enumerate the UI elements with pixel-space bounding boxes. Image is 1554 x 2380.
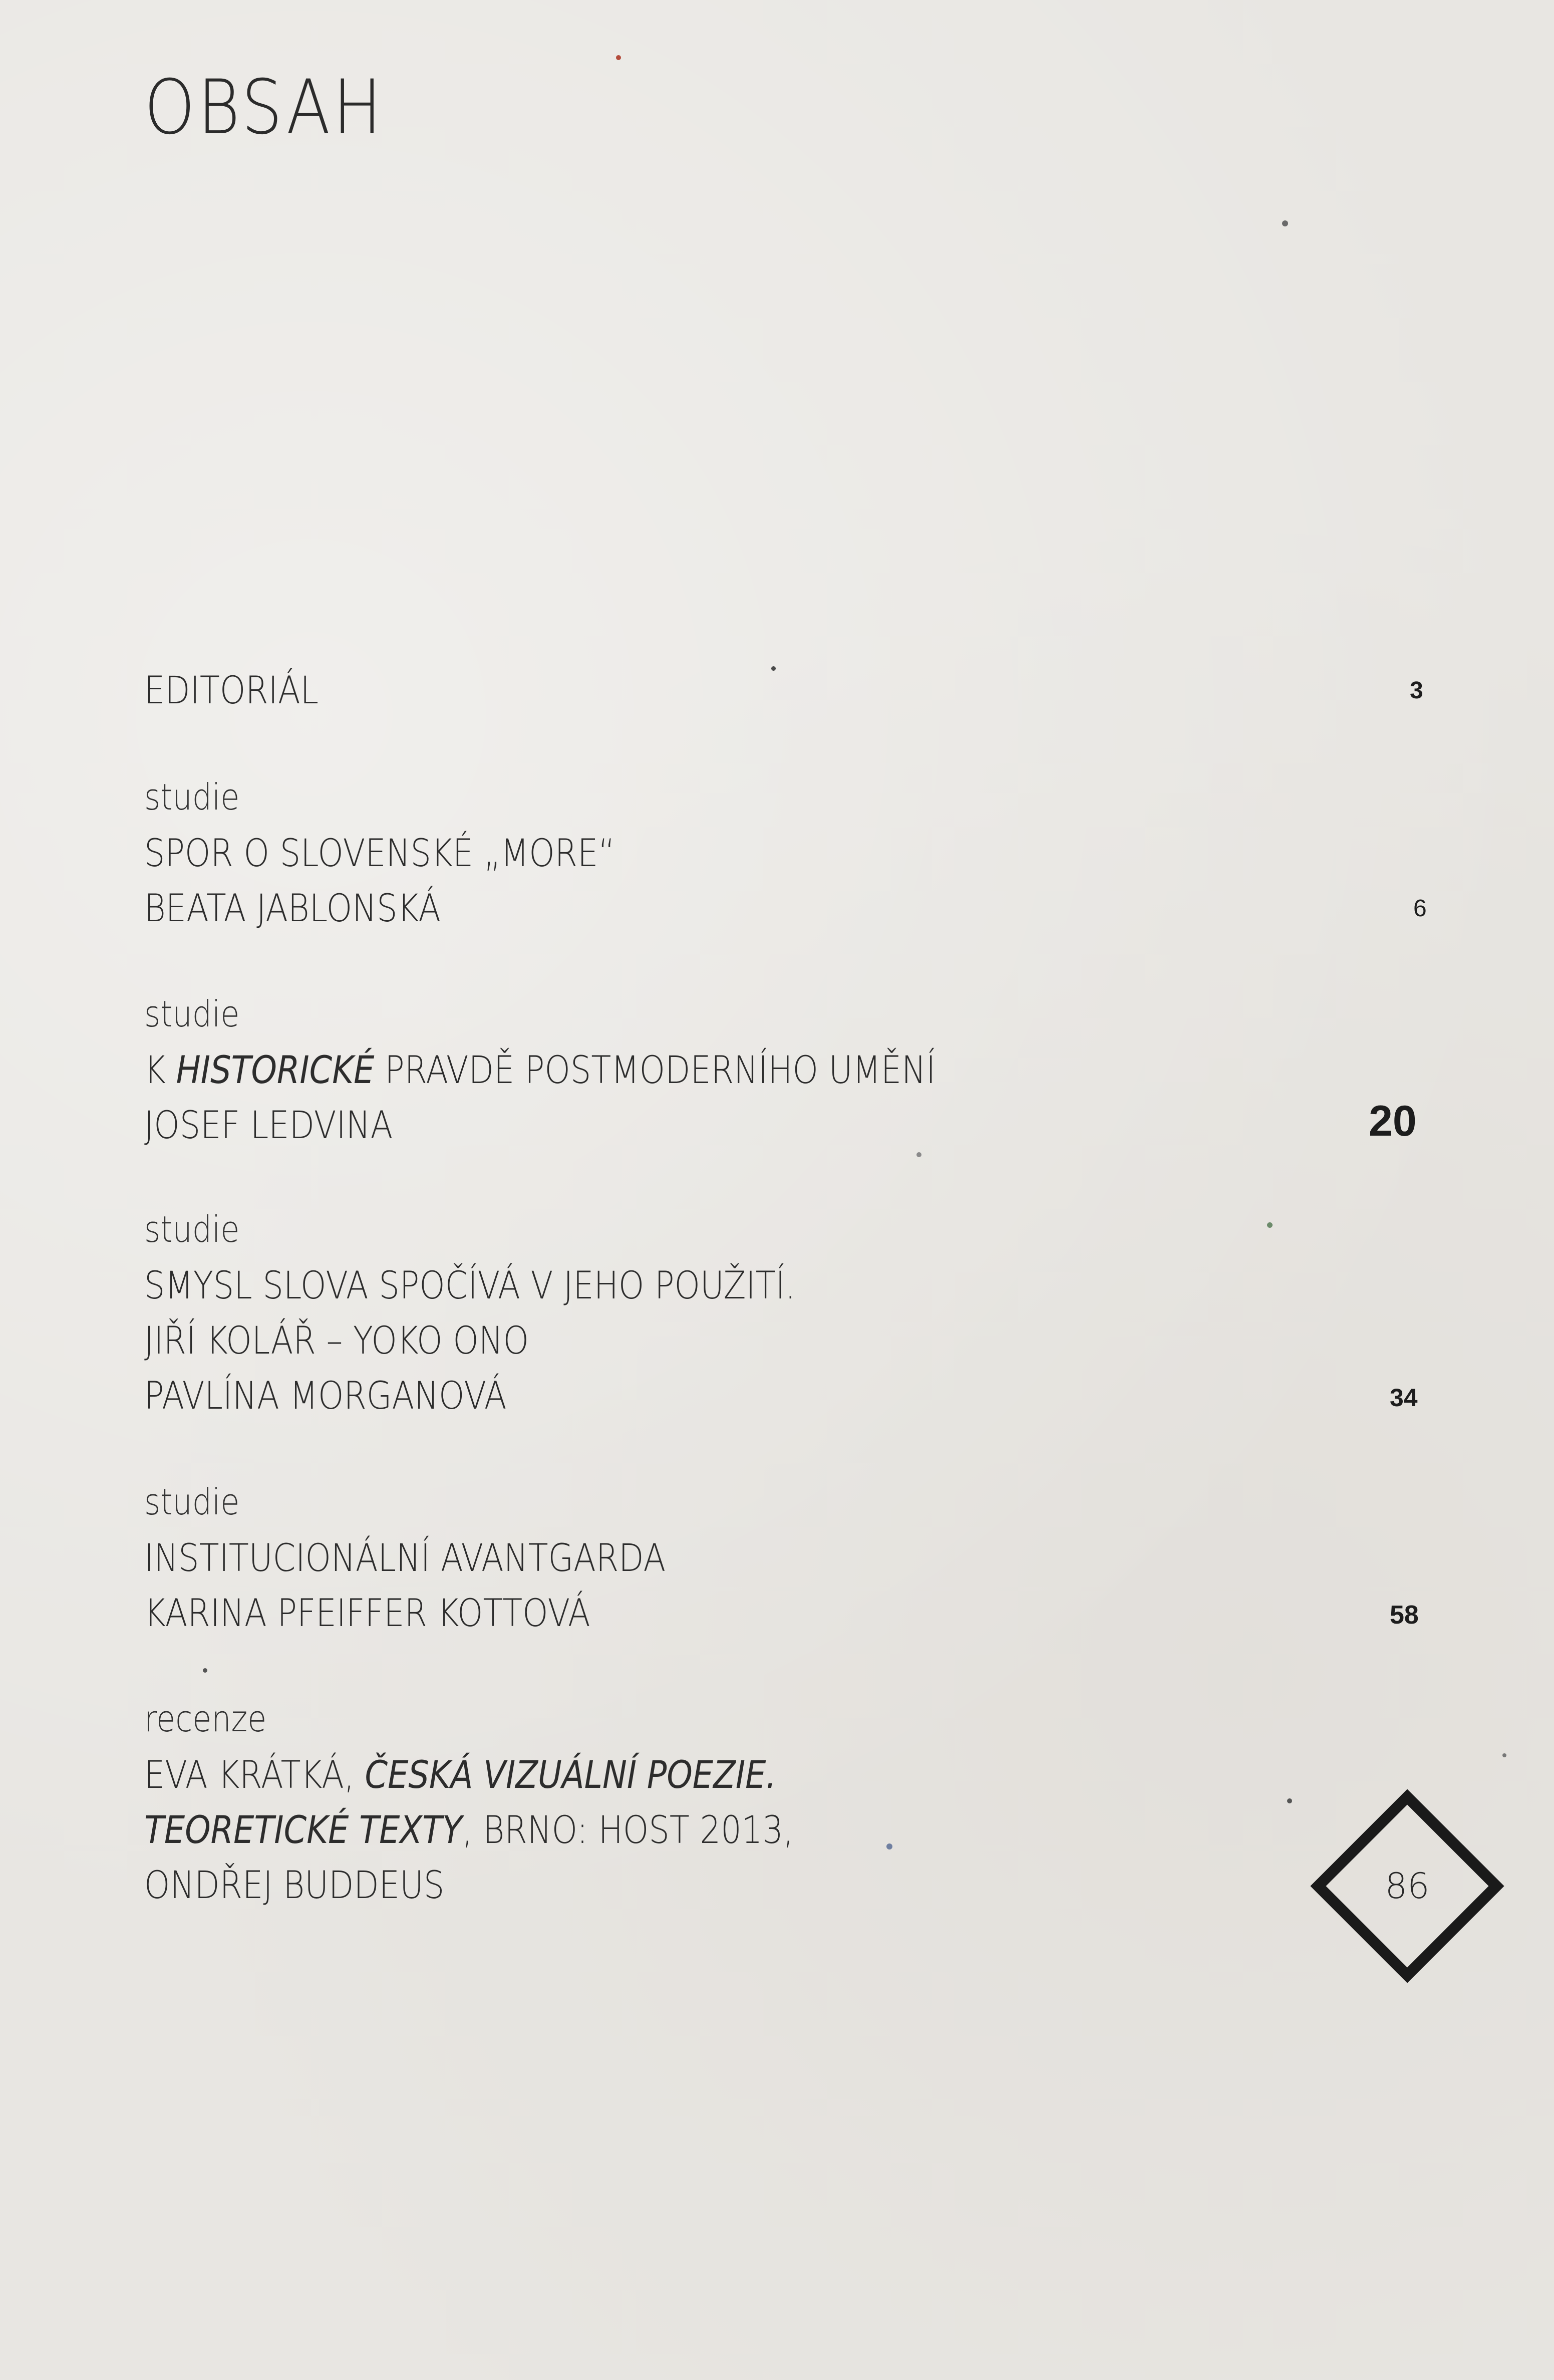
paper-fleck xyxy=(1287,1798,1292,1803)
entry-author: JOSEF LEDVINA xyxy=(144,1103,393,1147)
entry-title-line-2 xyxy=(144,1807,794,1852)
editorial-title: EDITORIÁL xyxy=(144,668,319,712)
entry-title-suffix: PRAVDĚ POSTMODERNÍHO UMĚNÍ xyxy=(374,1047,936,1092)
entry-type-label: studie xyxy=(144,1208,240,1250)
entry-author: KARINA PFEIFFER KOTTOVÁ xyxy=(144,1591,590,1635)
entry-title-prefix: K xyxy=(144,1047,176,1092)
entry-title: SMYSL SLOVA SPOČÍVÁ V JEHO POUŽITÍ. xyxy=(144,1263,796,1307)
entry-page-number: 86 xyxy=(1385,1866,1430,1907)
entry-title-italic: TEORETICKÉ TEXTY xyxy=(144,1807,463,1852)
entry-author: PAVLÍNA MORGANOVÁ xyxy=(144,1373,507,1418)
entry-author: ONDŘEJ BUDDEUS xyxy=(144,1863,445,1907)
entry-title-italic: HISTORICKÉ xyxy=(176,1047,375,1092)
paper-fleck xyxy=(1502,1753,1506,1757)
editorial-page-number: 3 xyxy=(1410,677,1423,704)
paper-fleck xyxy=(771,666,776,671)
entry-title-prefix: EVA KRÁTKÁ, xyxy=(144,1752,365,1797)
entry-page-number: 6 xyxy=(1413,895,1427,922)
entry-author: BEATA JABLONSKÁ xyxy=(144,886,441,930)
entry-title xyxy=(144,1752,777,1797)
entry-page-number: 34 xyxy=(1390,1384,1418,1412)
entry-title: SPOR O SLOVENSKÉ „MORE“ xyxy=(144,831,615,875)
page-title: OBSAH xyxy=(144,64,385,151)
entry-title-italic: ČESKÁ VIZUÁLNÍ POEZIE. xyxy=(365,1752,777,1797)
entry-title-suffix: , BRNO: HOST 2013, xyxy=(462,1807,794,1852)
paper-fleck xyxy=(916,1152,921,1157)
entry-title xyxy=(144,1047,936,1092)
paper-fleck xyxy=(1282,220,1288,226)
entry-page-number: 20 xyxy=(1369,1097,1417,1145)
entry-type-label: recenze xyxy=(144,1698,267,1740)
paper-fleck xyxy=(203,1668,207,1673)
paper-fleck xyxy=(1267,1222,1273,1228)
entry-type-label: studie xyxy=(144,993,240,1035)
paper-fleck xyxy=(616,55,621,60)
paper-fleck xyxy=(886,1843,892,1849)
entry-type-label: studie xyxy=(144,1481,240,1523)
entry-type-label: studie xyxy=(144,776,240,818)
entry-title: INSTITUCIONÁLNÍ AVANTGARDA xyxy=(144,1535,666,1580)
entry-title-line-2: JIŘÍ KOLÁŘ – YOKO ONO xyxy=(144,1318,529,1363)
entry-page-number: 58 xyxy=(1390,1601,1419,1630)
page-number-diamond xyxy=(1307,1786,1507,1986)
